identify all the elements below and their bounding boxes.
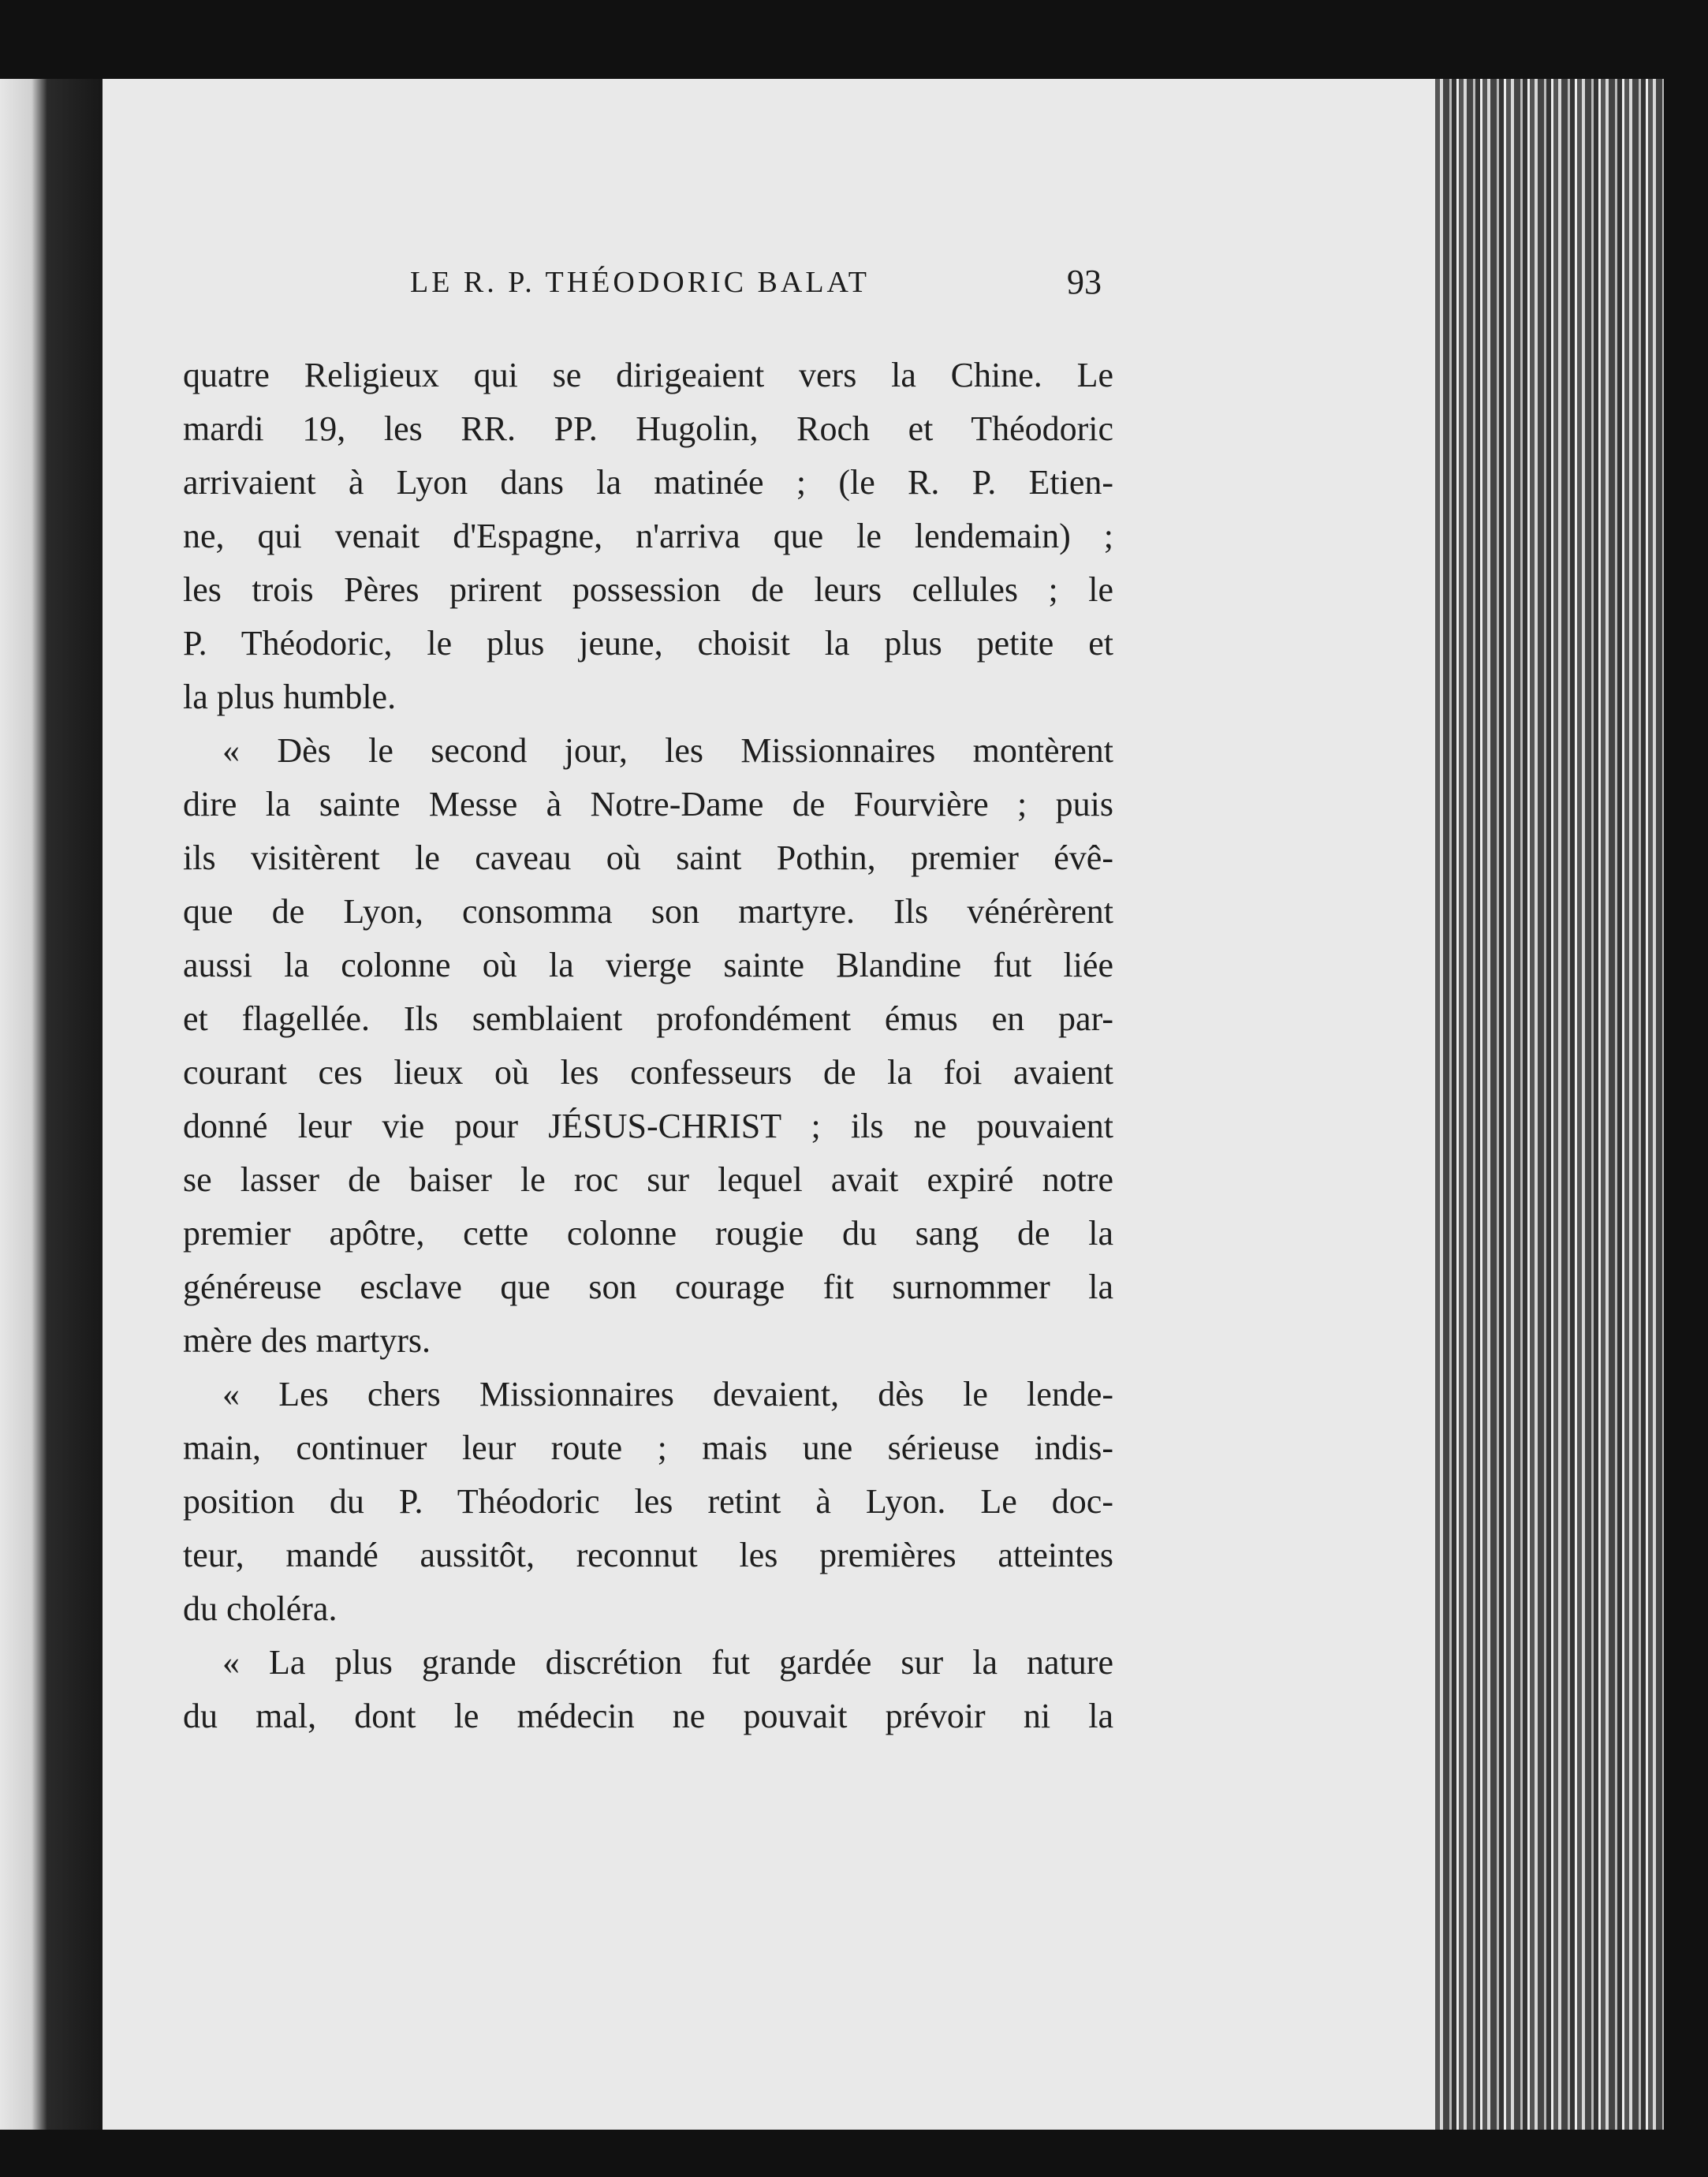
text-line: se lasser de baiser le roc sur lequel avait expiré notre	[183, 1160, 1113, 1199]
text-line: donné leur vie pour JÉSUS-CHRIST ; ils ne pouvaient	[183, 1107, 1113, 1145]
text-line: mardi 19, les RR. PP. Hugolin, Roch et Théodoric	[183, 409, 1113, 448]
text-line: ils visitèrent le caveau où saint Pothin, premier évê-	[183, 838, 1113, 877]
text-line: que de Lyon, consomma son martyre. Ils vénérèrent	[183, 892, 1113, 931]
page-number: 93	[1067, 263, 1102, 301]
text-line: la plus humble.	[183, 678, 397, 716]
text-line: « Dès le second jour, les Missionnaires montèrent	[222, 731, 1113, 770]
text-line: courant ces lieux où les confesseurs de la foi avaient	[183, 1053, 1113, 1092]
text-line: « La plus grande discrétion fut gardée sur la nature	[222, 1643, 1113, 1682]
text-line: teur, mandé aussitôt, reconnut les premières atteintes	[183, 1536, 1113, 1574]
text-line: du choléra.	[183, 1589, 337, 1628]
text-line: quatre Religieux qui se dirigeaient vers la Chine. Le	[183, 356, 1113, 394]
text-line: du mal, dont le médecin ne pouvait prévoir ni la	[183, 1697, 1113, 1735]
page-edge-stripes	[1435, 79, 1664, 2130]
text-line: « Les chers Missionnaires devaient, dès le lende-	[222, 1375, 1113, 1413]
text-line: généreuse esclave que son courage fit surnommer la	[183, 1268, 1113, 1306]
text-line: main, continuer leur route ; mais une sérieuse indis-	[183, 1428, 1113, 1467]
text-line: premier apôtre, cette colonne rougie du sang de la	[183, 1214, 1113, 1253]
text-line: P. Théodoric, le plus jeune, choisit la plus petite et	[183, 624, 1113, 663]
text-line: arrivaient à Lyon dans la matinée ; (le R. P. Etien-	[183, 463, 1113, 502]
body-text	[183, 349, 1113, 1743]
book-left-edge	[0, 79, 110, 2130]
text-line: les trois Pères prirent possession de leurs cellules ; le	[183, 570, 1113, 609]
running-title: LE R. P. THÉODORIC BALAT	[410, 266, 870, 299]
text-line: ne, qui venait d'Espagne, n'arriva que le lendemain) ;	[183, 517, 1113, 555]
text-line: dire la sainte Messe à Notre-Dame de Fourvière ; puis	[183, 785, 1113, 823]
text-line: mère des martyrs.	[183, 1321, 431, 1360]
text-line: et flagellée. Ils semblaient profondément émus en par-	[183, 999, 1113, 1038]
text-line: aussi la colonne où la vierge sainte Blandine fut liée	[183, 946, 1113, 984]
text-line: position du P. Théodoric les retint à Lyon. Le doc-	[183, 1482, 1113, 1521]
